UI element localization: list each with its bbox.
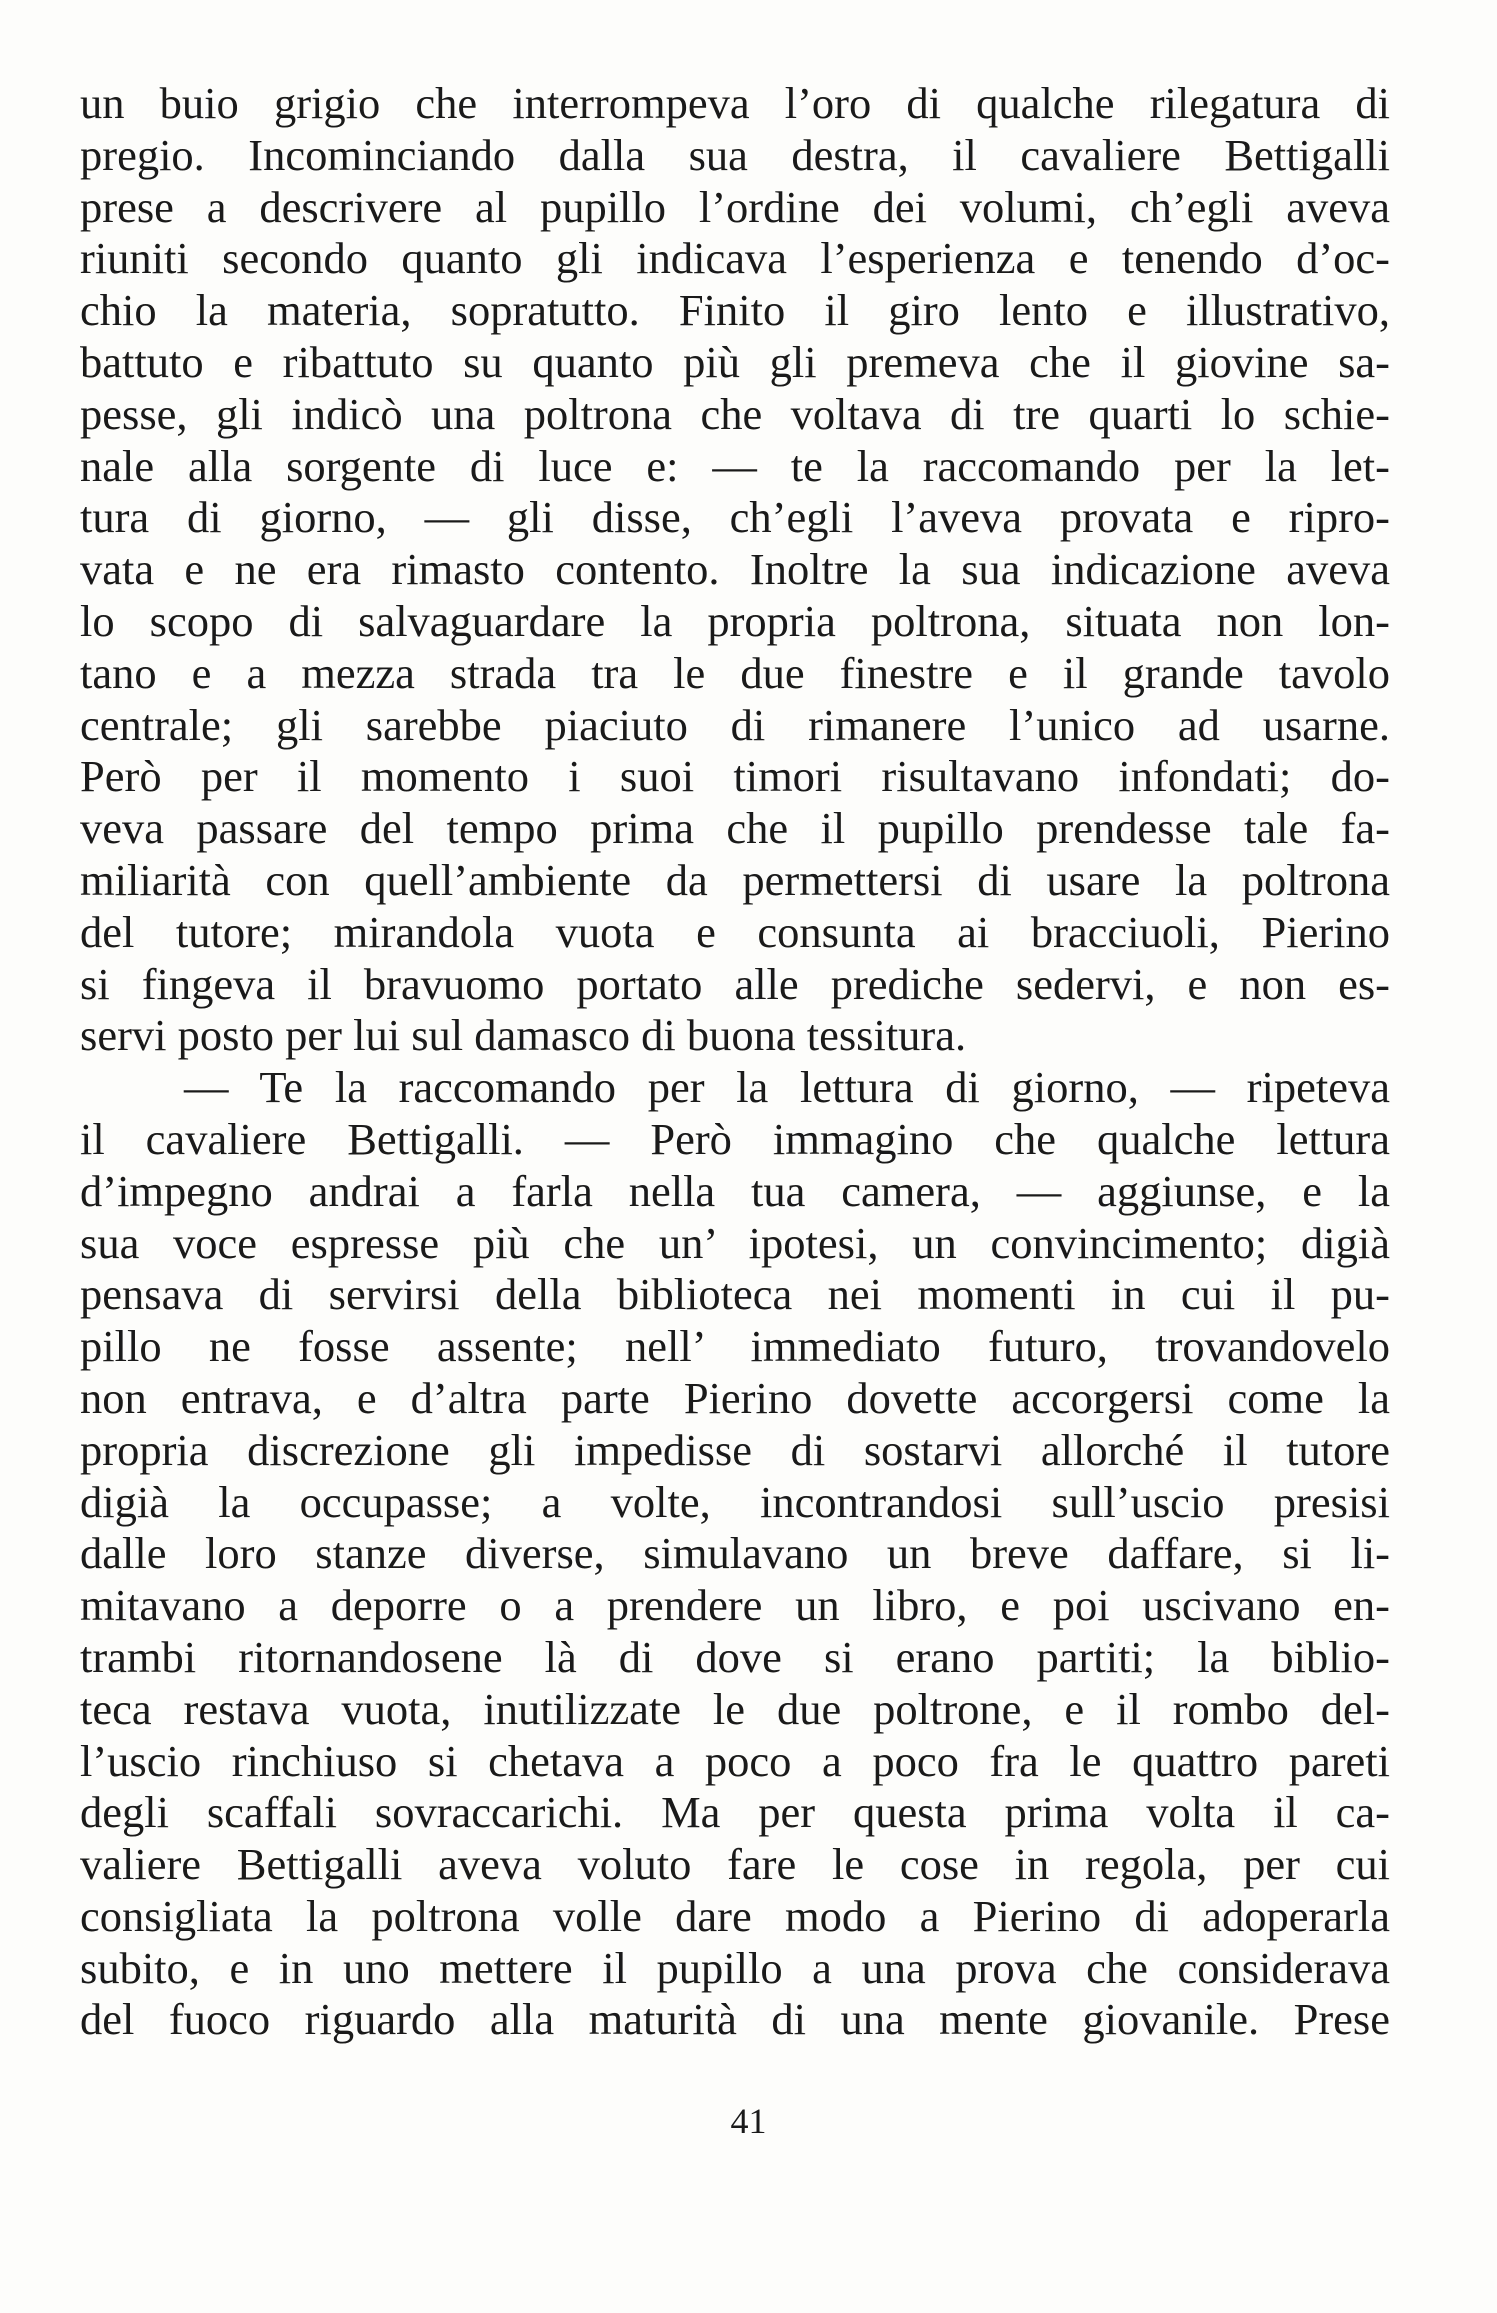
paragraph-end-line: servi posto per lui sul damasco di buona tessitura.: [80, 1010, 967, 1061]
text-line: battuto e ribattuto su quanto più gli premeva che il giovine sa-: [80, 336, 1390, 387]
text-line: consigliata la poltrona volle dare modo a Pierino di adoperarla: [80, 1890, 1390, 1941]
text-line: del tutore; mirandola vuota e consunta ai bracciuoli, Pierino: [80, 906, 1390, 957]
text-line: nale alla sorgente di luce e: — te la raccomando per la let-: [80, 440, 1390, 491]
text-line: pregio. Incominciando dalla sua destra, il cavaliere Bettigalli: [80, 129, 1390, 180]
text-line: chio la materia, sopratutto. Finito il giro lento e illustrativo,: [80, 285, 1390, 336]
text-line: valiere Bettigalli aveva voluto fare le cose in regola, per cui: [80, 1839, 1390, 1890]
text-line: pillo ne fosse assente; nell’ immediato futuro, trovandovelo: [80, 1321, 1390, 1372]
text-line: riuniti secondo quanto gli indicava l’esperienza e tenendo d’oc-: [80, 233, 1390, 284]
text-line: vata e ne era rimasto contento. Inoltre la sua indicazione aveva: [80, 544, 1390, 595]
text-line: prese a descrivere al pupillo l’ordine dei volumi, ch’egli aveva: [80, 181, 1390, 232]
text-line: l’uscio rinchiuso si chetava a poco a poco fra le quattro pareti: [80, 1735, 1390, 1786]
text-line: non entrava, e d’altra parte Pierino dovette accorgersi come la: [80, 1372, 1390, 1423]
text-line: miliarità con quell’ambiente da permettersi di usare la poltrona: [80, 854, 1390, 905]
text-line: d’impegno andrai a farla nella tua camera, — aggiunse, e la: [80, 1165, 1390, 1216]
text-line: centrale; gli sarebbe piaciuto di rimanere l’unico ad usarne.: [80, 699, 1390, 750]
text-line: del fuoco riguardo alla maturità di una mente giovanile. Prese: [80, 1994, 1390, 2045]
text-line: tano e a mezza strada tra le due finestre e il grande tavolo: [80, 647, 1390, 698]
text-line: subito, e in uno mettere il pupillo a una prova che considerava: [80, 1942, 1390, 1993]
text-line: un buio grigio che interrompeva l’oro di qualche rilegatura di: [80, 78, 1390, 128]
text-line: sua voce espresse più che un’ ipotesi, un convincimento; digià: [80, 1217, 1390, 1268]
text-line: propria discrezione gli impedisse di sostarvi allorché il tutore: [80, 1424, 1390, 1475]
paragraph-start-line: — Te la raccomando per la lettura di giorno, — ripeteva: [184, 1062, 1390, 1113]
text-line: teca restava vuota, inutilizzate le due poltrone, e il rombo del-: [80, 1683, 1390, 1734]
text-line: trambi ritornandosene là di dove si erano partiti; la biblio-: [80, 1631, 1390, 1682]
text-line: pensava di servirsi della biblioteca nei momenti in cui il pu-: [80, 1269, 1390, 1320]
text-line: lo scopo di salvaguardare la propria poltrona, situata non lon-: [80, 595, 1390, 646]
text-line: veva passare del tempo prima che il pupillo prendesse tale fa-: [80, 803, 1390, 854]
text-line: si fingeva il bravuomo portato alle prediche sedervi, e non es-: [80, 958, 1390, 1009]
text-line: degli scaffali sovraccarichi. Ma per questa prima volta il ca-: [80, 1787, 1390, 1838]
text-line: Però per il momento i suoi timori risultavano infondati; do-: [80, 751, 1390, 802]
text-line: dalle loro stanze diverse, simulavano un breve daffare, si li-: [80, 1528, 1390, 1579]
text-line: mitavano a deporre o a prendere un libro, e poi uscivano en-: [80, 1580, 1390, 1631]
body-text: [80, 78, 1390, 2046]
text-line: pesse, gli indicò una poltrona che voltava di tre quarti lo schie-: [80, 388, 1390, 439]
text-line: digià la occupasse; a volte, incontrandosi sull’uscio presisi: [80, 1476, 1390, 1527]
page-number: 41: [730, 2101, 767, 2141]
text-line: tura di giorno, — gli disse, ch’egli l’aveva provata e ripro-: [80, 492, 1390, 543]
text-line: il cavaliere Bettigalli. — Però immagino che qualche lettura: [80, 1113, 1390, 1164]
